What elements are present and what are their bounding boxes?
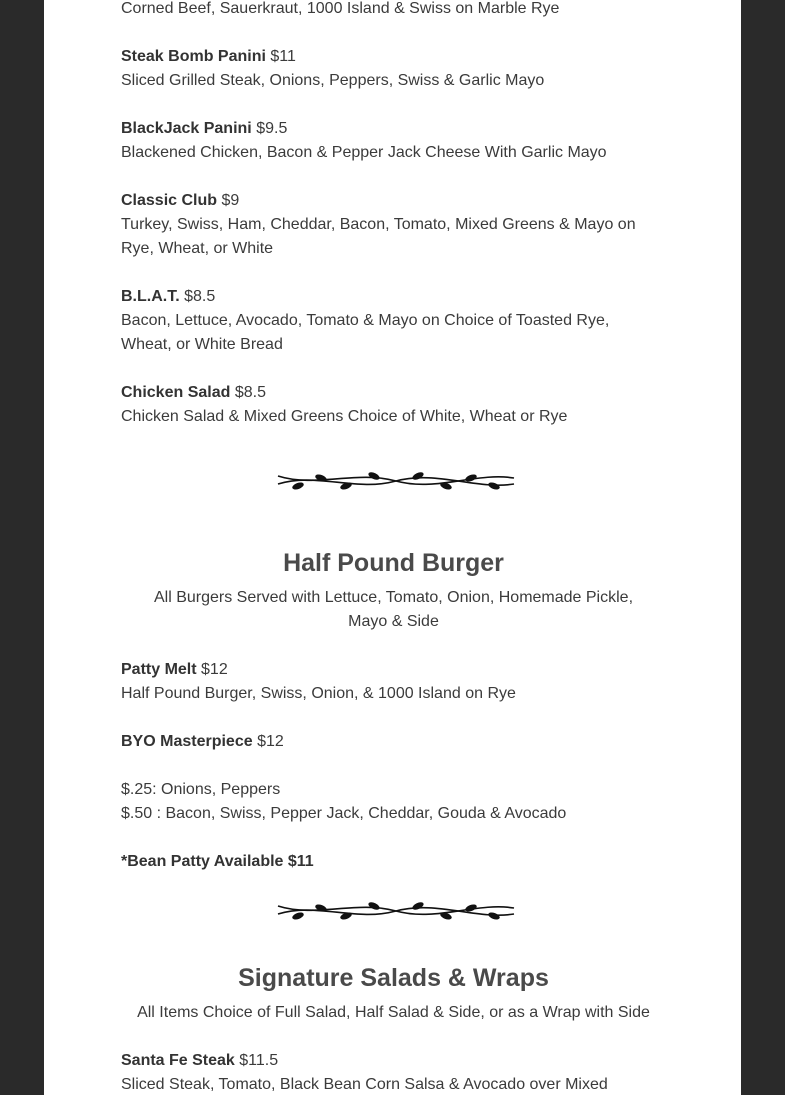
salads-subtitle: All Items Choice of Full Salad, Half Salad & Side, or as a Wrap with Side — [137, 1004, 650, 1021]
item-name: BYO Masterpiece — [121, 733, 253, 750]
bean-note-text: *Bean Patty Available $11 — [121, 853, 314, 870]
item-description-cont: Wheat, or White Bread — [121, 336, 283, 353]
bean-patty-note — [121, 850, 314, 874]
menu-item-title — [121, 1049, 278, 1073]
addon-line: $.50 : Bacon, Swiss, Pepper Jack, Cheddar, Gouda & Avocado — [121, 805, 567, 822]
item-name: Patty Melt — [121, 661, 197, 678]
menu-item-title — [121, 117, 287, 141]
section-title-burger: Half Pound Burger — [283, 549, 504, 577]
addon-line: $.25: Onions, Peppers — [121, 781, 281, 798]
menu-item-title — [121, 189, 239, 213]
vine-divider-icon — [276, 896, 516, 926]
item-description: Chicken Salad & Mixed Greens Choice of White, Wheat or Rye — [121, 408, 568, 425]
item-price: $12 — [257, 733, 284, 750]
menu-item-title — [121, 658, 228, 682]
item-description: Half Pound Burger, Swiss, Onion, & 1000 Island on Rye — [121, 685, 516, 702]
item-price: $12 — [201, 661, 228, 678]
item-name: BlackJack Panini — [121, 120, 252, 137]
item-description: Sliced Grilled Steak, Onions, Peppers, Swiss & Garlic Mayo — [121, 72, 545, 89]
item-description: Turkey, Swiss, Ham, Cheddar, Bacon, Tomato, Mixed Greens & Mayo on — [121, 216, 636, 233]
vine-divider-icon — [276, 466, 516, 496]
item-name: B.L.A.T. — [121, 288, 180, 305]
item-price: $9.5 — [256, 120, 288, 137]
burger-subtitle-cont: Mayo & Side — [348, 613, 439, 630]
menu-item-title — [121, 381, 266, 405]
item-name: Steak Bomb Panini — [121, 48, 266, 65]
item-description: Sliced Steak, Tomato, Black Bean Corn Salsa & Avocado over Mixed — [121, 1076, 608, 1093]
section-title-salads: Signature Salads & Wraps — [238, 964, 549, 992]
item-price: $9 — [221, 192, 240, 209]
menu-page — [44, 0, 741, 1095]
item-price: $11.5 — [239, 1052, 279, 1069]
menu-item-title — [121, 45, 296, 69]
item-price: $11 — [270, 48, 296, 65]
burger-subtitle: All Burgers Served with Lettuce, Tomato, Onion, Homemade Pickle, — [153, 589, 634, 606]
reuben-description: Corned Beef, Sauerkraut, 1000 Island & Swiss on Marble Rye — [121, 0, 560, 17]
menu-item-title — [121, 730, 284, 754]
item-name: Chicken Salad — [121, 384, 231, 401]
item-name: Classic Club — [121, 192, 218, 209]
item-name: Santa Fe Steak — [121, 1052, 235, 1069]
item-price: $8.5 — [234, 384, 266, 401]
item-price: $8.5 — [184, 288, 216, 305]
item-description: Blackened Chicken, Bacon & Pepper Jack Cheese With Garlic Mayo — [121, 144, 607, 161]
item-description: Bacon, Lettuce, Avocado, Tomato & Mayo on Choice of Toasted Rye, — [121, 312, 610, 329]
item-description-cont: Rye, Wheat, or White — [121, 240, 274, 257]
menu-item-title — [121, 285, 215, 309]
